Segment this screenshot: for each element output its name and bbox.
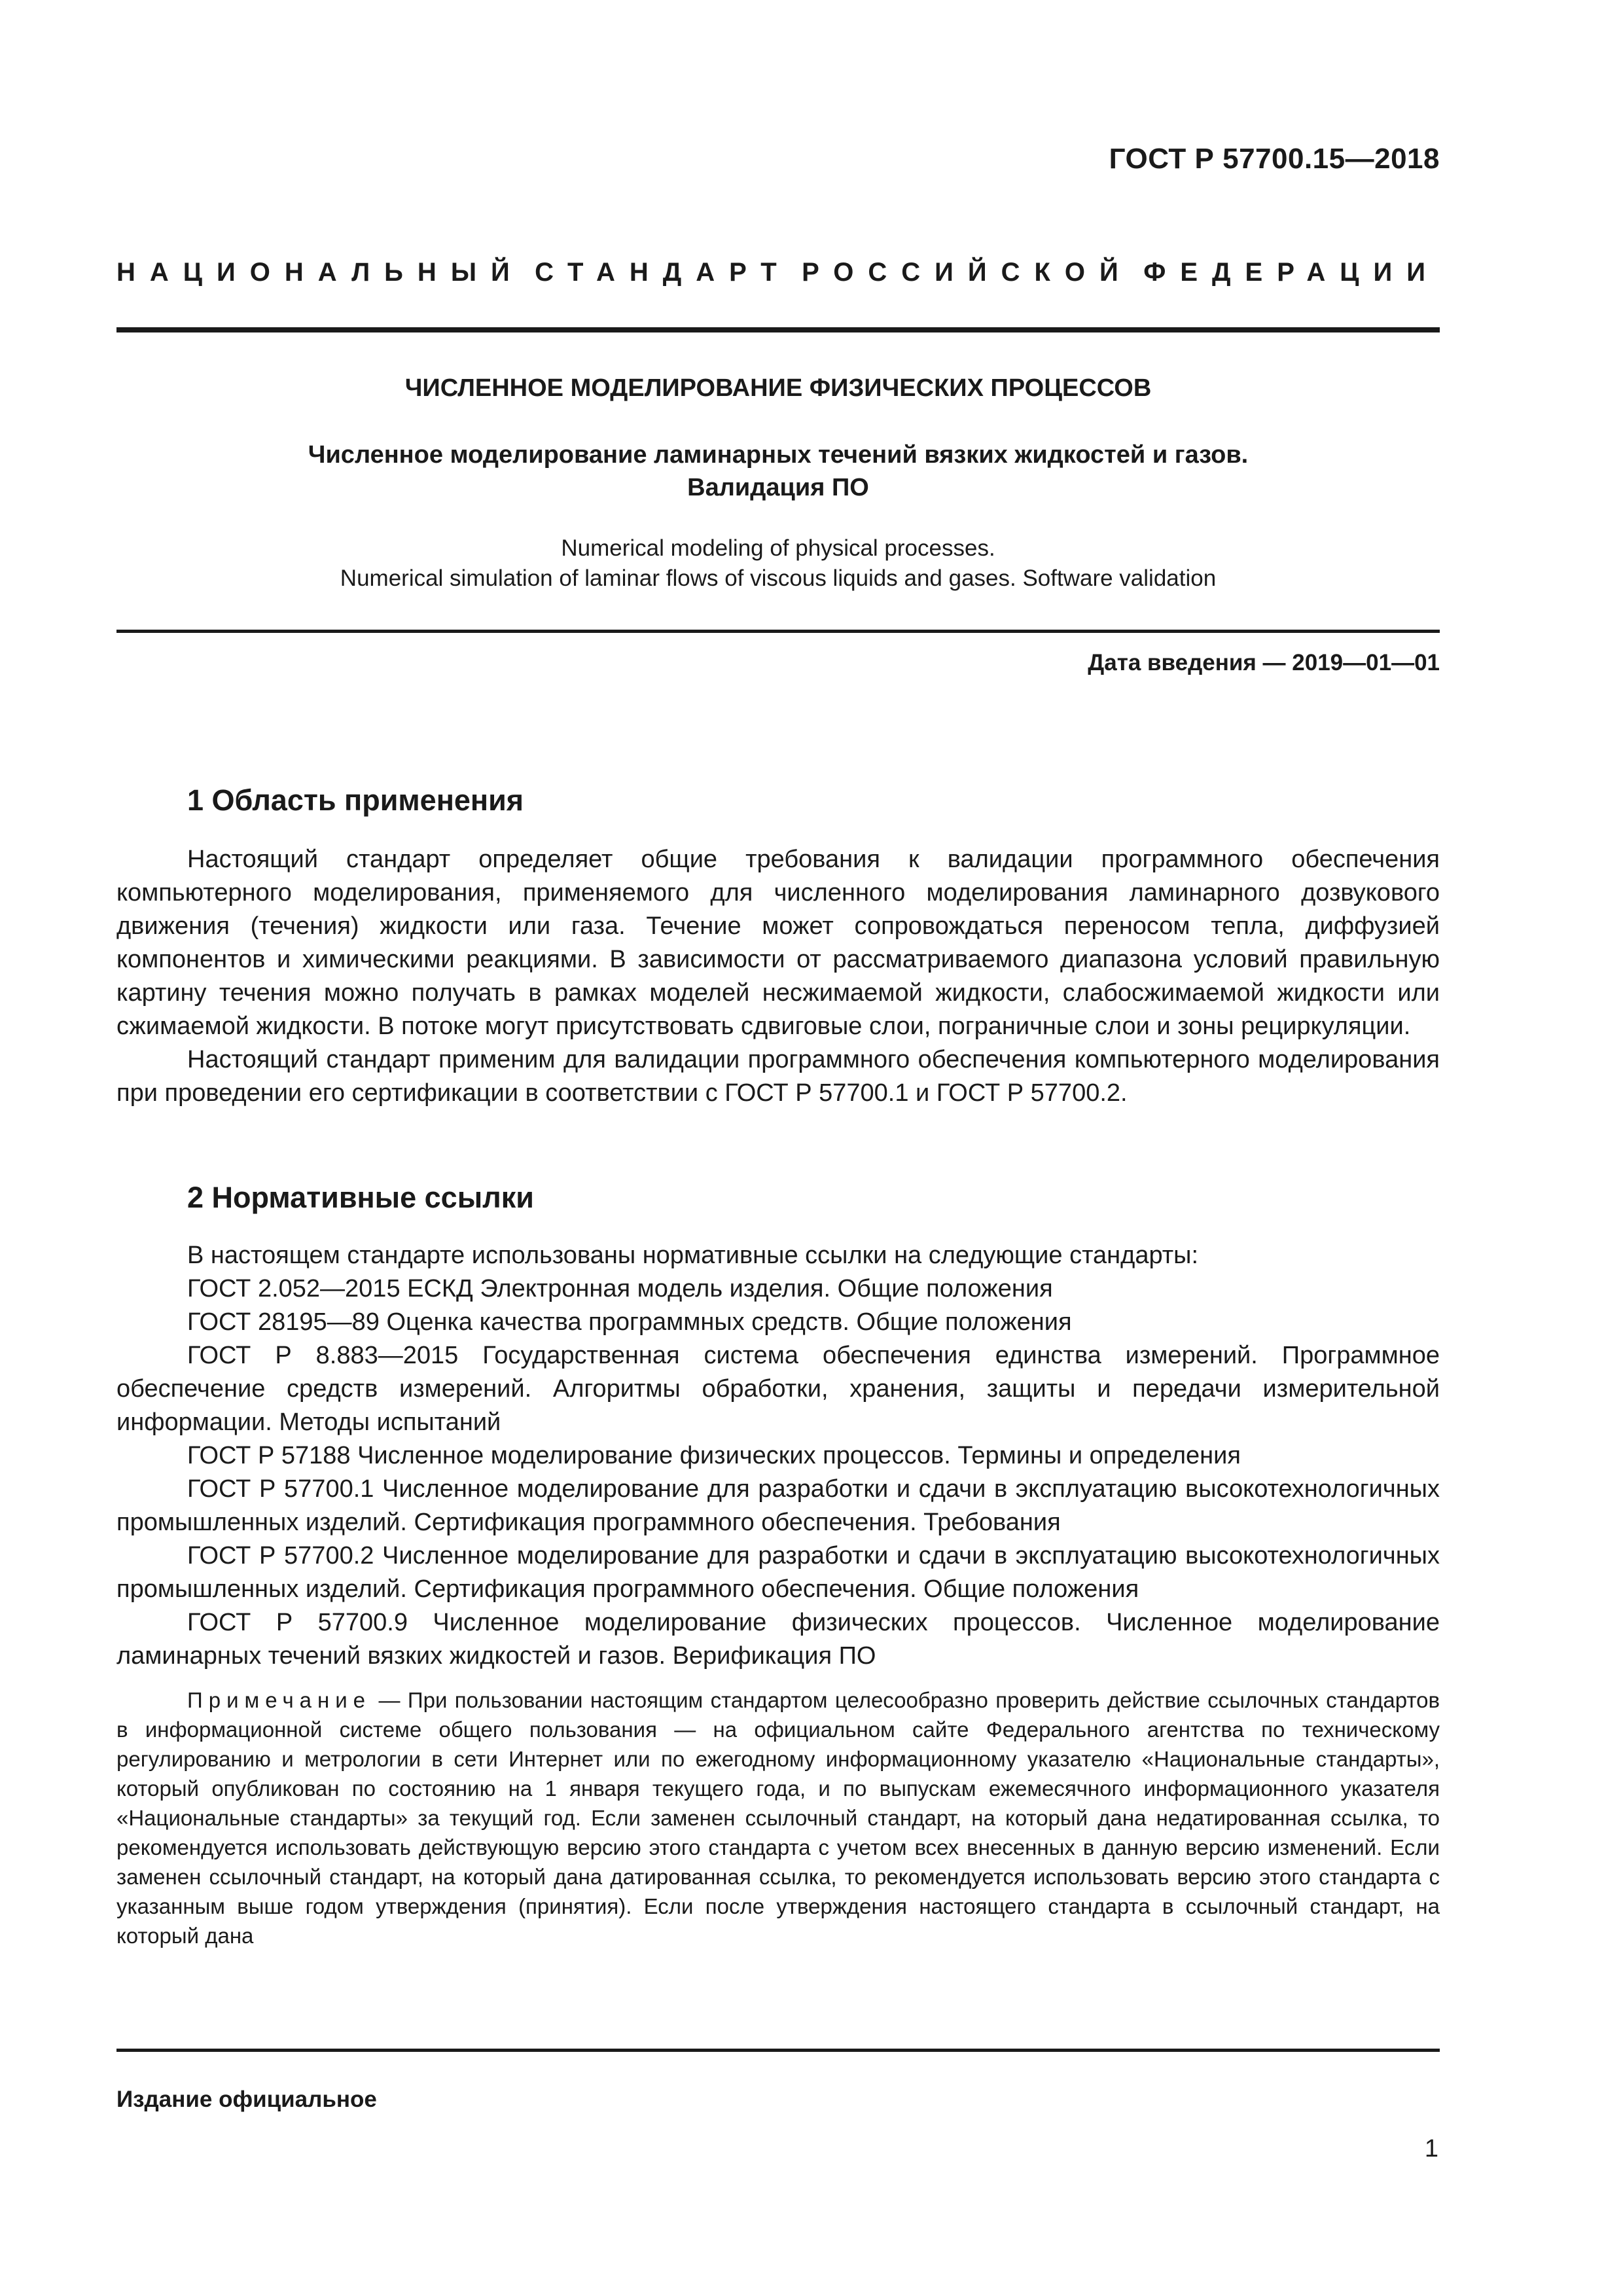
- title-rule: [116, 630, 1440, 633]
- title-english: [116, 533, 1440, 594]
- reference-item: ГОСТ Р 57188 Численное моделирование физических процессов. Термины и определения: [187, 1442, 1241, 1469]
- section-2-heading: 2 Нормативные ссылки: [187, 1181, 534, 1214]
- title-en-line2: Numerical simulation of laminar flows of viscous liquids and gases. Software validation: [340, 565, 1217, 591]
- reference-intro: В настоящем стандарте использованы нормативные ссылки на следующие стандарты:: [187, 1242, 1199, 1269]
- title-sub: [116, 439, 1440, 504]
- title-en-line1: Numerical modeling of physical processes.: [561, 535, 995, 561]
- banner-word-2: СТАНДАРТ: [535, 258, 791, 287]
- note-text: — При пользовании настоящим стандартом целесообразно проверить действие ссылочных стандартов в информационной системе общего пользования — на официальном сайте Федерального агентства по техническому регулированию и метрологии в сети Интернет или по ежегодному информационному указателю «Национальные стандарты», который опубликован по состоянию на 1 января текущего года, и по выпускам ежемесячного информационного указателя «Национальные стандарты» за текущий год. Если заменен ссылочный стандарт, на который дана недатированная ссылка, то рекомендуется использовать действующую версию этого стандарта с учетом всех внесенных в данную версию изменений. Если заменен ссылочный стандарт, на который дана датированная ссылка, то рекомендуется использовать версию этого стандарта с указанным выше годом утверждения (принятия). Если после утверждения настоящего стандарта в ссылочный стандарт, на который дана: [116, 1688, 1440, 1948]
- section-2-body: [116, 1239, 1440, 1673]
- banner-word-1: НАЦИОНАЛЬНЫЙ: [116, 258, 524, 287]
- section-1-body: [116, 843, 1440, 1110]
- banner-word-3: РОССИЙСКОЙ: [802, 258, 1133, 287]
- title-main: ЧИСЛЕННОЕ МОДЕЛИРОВАНИЕ ФИЗИЧЕСКИХ ПРОЦЕССОВ: [404, 374, 1152, 402]
- banner-word-4: ФЕДЕРАЦИИ: [1143, 258, 1440, 287]
- gost-code: ГОСТ Р 57700.15—2018: [1109, 143, 1440, 175]
- title-sub-line1: Численное моделирование ламинарных течений вязких жидкостей и газов.: [308, 441, 1249, 469]
- page-number: 1: [1424, 2135, 1438, 2162]
- footer-rule: [116, 2049, 1440, 2052]
- national-standard-banner: [116, 258, 1440, 287]
- reference-item: ГОСТ Р 8.883—2015 Государственная система обеспечения единства измерений. Программное обеспечение средств измерений. Алгоритмы обработки, хранения, защиты и передачи измерительной информации. Методы испытаний: [116, 1342, 1440, 1436]
- section-1-paragraph-1: Настоящий стандарт определяет общие требования к валидации программного обеспечения компьютерного моделирования, применяемого для численного моделирования ламинарного дозвукового движения (течения) жидкости или газа. Течение может сопровождаться переносом тепла, диффузией компонентов и химическими реакциями. В зависимости от рассматриваемого диапазона условий правильную картину течения можно получать в рамках моделей несжимаемой жидкости, слабосжимаемой жидкости или сжимаемой жидкости. В потоке могут присутствовать сдвиговые слои, пограничные слои и зоны рециркуляции.: [116, 846, 1440, 1040]
- edition-label: Издание официальное: [116, 2087, 377, 2112]
- note-block: [116, 1685, 1440, 1950]
- note-label: Примечание: [187, 1688, 372, 1712]
- reference-item: ГОСТ 28195—89 Оценка качества программных средств. Общие положения: [187, 1308, 1072, 1336]
- section-1-paragraph-2: Настоящий стандарт применим для валидации программного обеспечения компьютерного моделирования при проведении его сертификации в соответствии с ГОСТ Р 57700.1 и ГОСТ Р 57700.2.: [116, 1046, 1440, 1107]
- reference-item: ГОСТ Р 57700.1 Численное моделирование для разработки и сдачи в эксплуатацию высокотехнологичных промышленных изделий. Сертификация программного обеспечения. Требования: [116, 1475, 1440, 1536]
- reference-item: ГОСТ 2.052—2015 ЕСКД Электронная модель изделия. Общие положения: [187, 1275, 1053, 1302]
- reference-item: ГОСТ Р 57700.9 Численное моделирование физических процессов. Численное моделирование ламинарных течений вязких жидкостей и газов. Верификация ПО: [116, 1609, 1440, 1670]
- top-rule: [116, 327, 1440, 332]
- section-1-heading: 1 Область применения: [187, 783, 524, 817]
- reference-item: ГОСТ Р 57700.2 Численное моделирование для разработки и сдачи в эксплуатацию высокотехнологичных промышленных изделий. Сертификация программного обеспечения. Общие положения: [116, 1542, 1440, 1603]
- intro-date: Дата введения — 2019—01—01: [1088, 650, 1440, 675]
- title-sub-line2: Валидация ПО: [687, 474, 869, 501]
